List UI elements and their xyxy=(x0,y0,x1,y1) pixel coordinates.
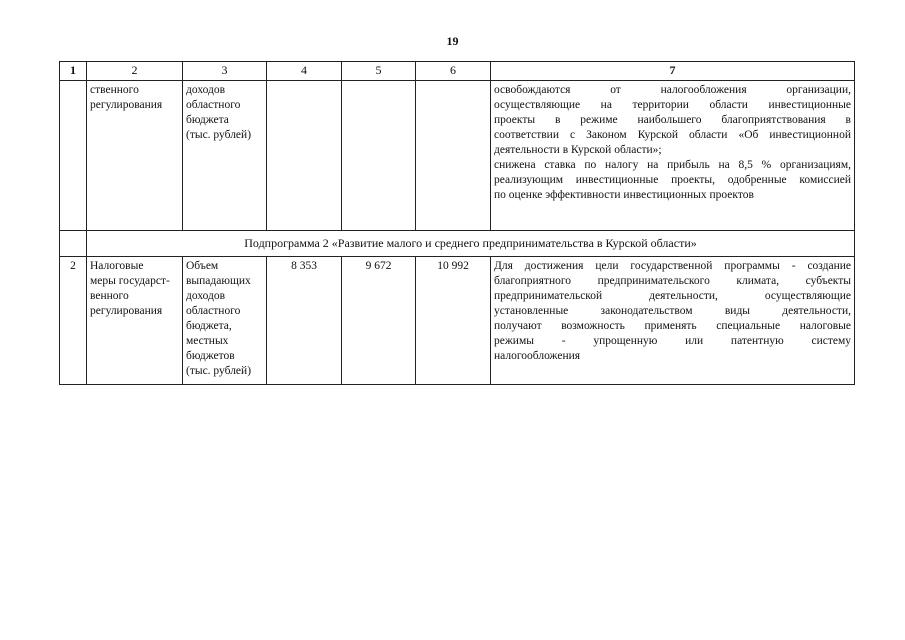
table-header-row xyxy=(60,62,855,81)
cell-measure-name xyxy=(87,81,183,231)
cell-indicator xyxy=(183,81,267,231)
page-number: 19 xyxy=(446,34,459,48)
cell-text-line: бюджета, xyxy=(186,320,232,332)
cell-text-line: местных xyxy=(186,335,229,347)
cell-row-number: 2 xyxy=(60,257,87,385)
cell-text-line: соответствии с Законом Курской области «Об инвестиционной xyxy=(494,129,851,141)
cell-text-line: бюджета xyxy=(186,114,229,126)
cell-text-line: реализующим инвестиционные проекты, одобренные комиссией xyxy=(494,174,851,186)
cell-text-line: ственного xyxy=(90,84,139,96)
header-col-6: 6 xyxy=(416,62,491,81)
cell-text-line: установленные законодательством виды деятельности, xyxy=(494,305,851,317)
cell-measure-name xyxy=(87,257,183,385)
cell-description xyxy=(491,81,855,231)
cell-text-line: доходов xyxy=(186,290,226,302)
cell-text-line: налогообложения xyxy=(494,350,581,362)
cell-text-line: венного xyxy=(90,290,129,302)
subprogram-number-cell xyxy=(60,231,87,257)
cell-text-line: бюджетов xyxy=(186,350,235,362)
cell-indicator xyxy=(183,257,267,385)
cell-value-year-3 xyxy=(416,81,491,231)
cell-text-line: (тыс. рублей) xyxy=(186,129,252,141)
cell-text-line: меры государст- xyxy=(90,275,170,287)
cell-value-year-1: 8 353 xyxy=(267,257,342,385)
cell-text-line: осуществляющие на территории области инвестиционные xyxy=(494,99,851,111)
cell-text-line: снижена ставка по налогу на прибыль на 8,5 % организациям, xyxy=(494,159,851,171)
cell-row-number xyxy=(60,81,87,231)
cell-text-line: благоприятного предпринимательского климата, субъекты xyxy=(494,275,851,287)
cell-text-line: регулирования xyxy=(90,305,163,317)
cell-text-line: деятельности в Курской области»; xyxy=(494,144,662,156)
cell-text-line: предпринимательской деятельности, осуществляющие xyxy=(494,290,851,302)
cell-value-year-1 xyxy=(267,81,342,231)
cell-value-year-2: 9 672 xyxy=(342,257,416,385)
header-col-7: 7 xyxy=(491,62,855,81)
cell-text-line: Налоговые xyxy=(90,260,144,272)
cell-text-line: по оценке эффективности инвестиционных проектов xyxy=(494,189,754,201)
cell-text-line: Объем xyxy=(186,260,219,272)
cell-description xyxy=(491,257,855,385)
cell-text-line: Для достижения цели государственной программы - создание xyxy=(494,260,851,272)
program-table xyxy=(59,61,855,385)
cell-text-line: доходов xyxy=(186,84,226,96)
header-col-2: 2 xyxy=(87,62,183,81)
cell-text-line: освобождаются от налогообложения организации, xyxy=(494,84,851,96)
cell-text-line: (тыс. рублей) xyxy=(186,365,252,377)
header-col-1: 1 xyxy=(60,62,87,81)
cell-value-year-3: 10 992 xyxy=(416,257,491,385)
cell-text-line: выпадающих xyxy=(186,275,251,287)
cell-text-line: областного xyxy=(186,99,241,111)
table-row-continued xyxy=(60,81,855,231)
cell-text-line: проекты в режиме наибольшего благоприятствования в xyxy=(494,114,851,126)
subprogram-title: Подпрограмма 2 «Развитие малого и среднего предпринимательства в Курской области» xyxy=(87,231,855,257)
header-col-5: 5 xyxy=(342,62,416,81)
cell-text-line: областного xyxy=(186,305,241,317)
header-col-3: 3 xyxy=(183,62,267,81)
cell-text-line: регулирования xyxy=(90,99,163,111)
cell-text-line: режимы - упрощенную или патентную систему xyxy=(494,335,851,347)
table-row-2 xyxy=(60,257,855,385)
cell-text-line: получают возможность применять специальные налоговые xyxy=(494,320,851,332)
cell-value-year-2 xyxy=(342,81,416,231)
subprogram-row xyxy=(60,231,855,257)
header-col-4: 4 xyxy=(267,62,342,81)
